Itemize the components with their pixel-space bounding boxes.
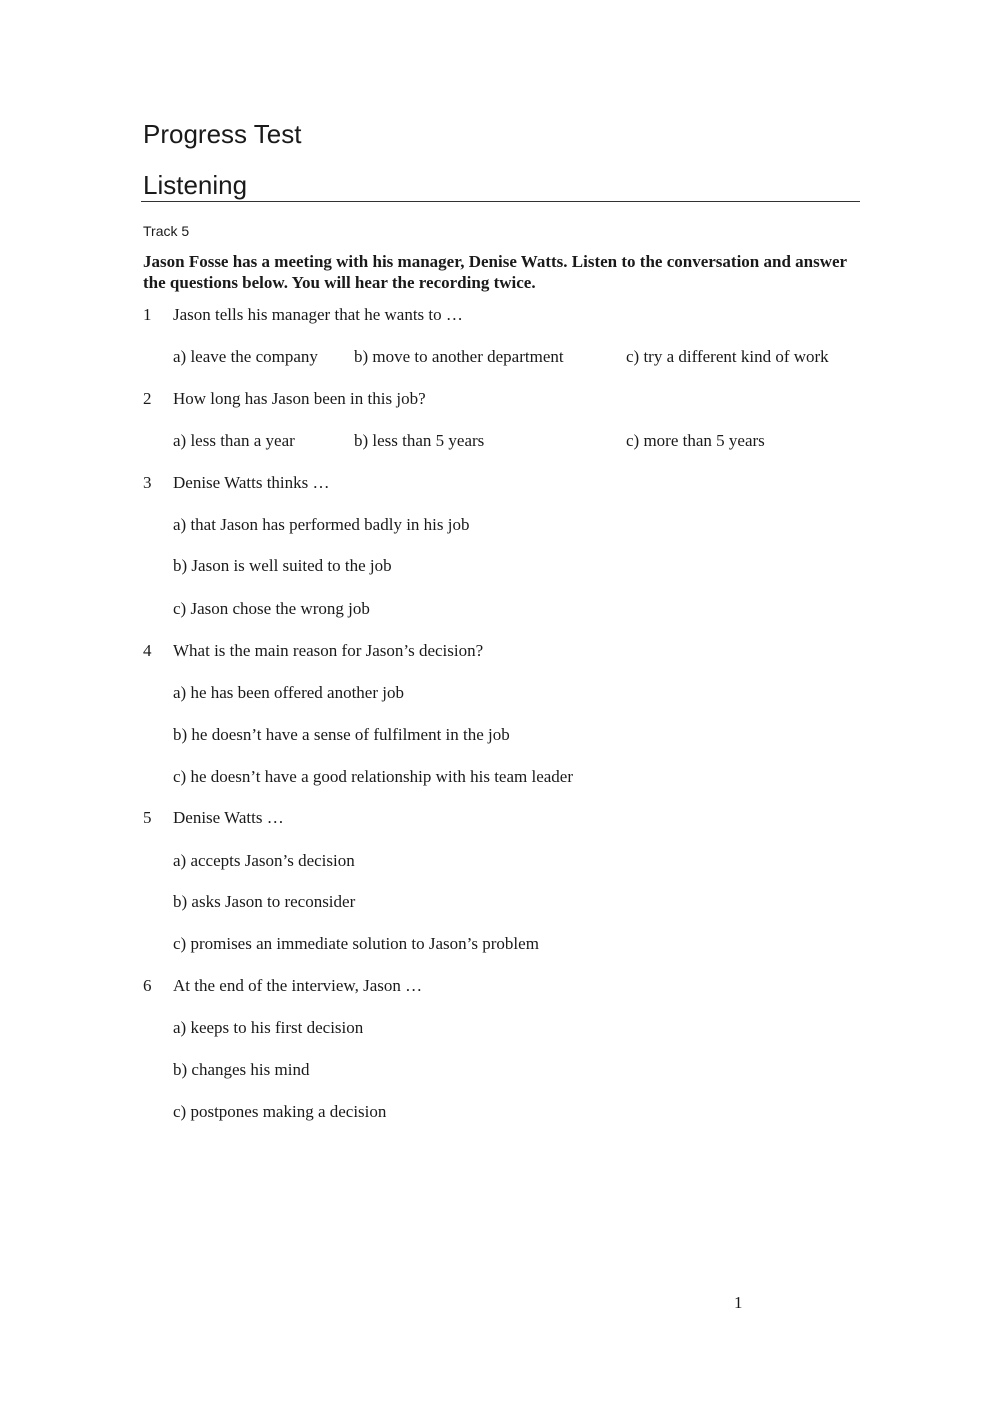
answer-option[interactable]: c) postpones making a decision [173, 1102, 387, 1121]
question-text: Denise Watts … [173, 808, 284, 827]
answer-option[interactable]: a) he has been offered another job [173, 683, 404, 702]
question-text: Denise Watts thinks … [173, 473, 330, 492]
question-number: 4 [143, 641, 152, 660]
answer-option[interactable]: a) that Jason has performed badly in his job [173, 515, 470, 534]
answer-option[interactable]: b) asks Jason to reconsider [173, 892, 356, 911]
page-title: Progress Test [143, 119, 302, 149]
page-number: 1 [734, 1293, 743, 1312]
answer-option[interactable]: b) changes his mind [173, 1060, 310, 1079]
answer-option[interactable]: c) try a different kind of work [626, 347, 829, 366]
question-number: 6 [143, 976, 152, 995]
answer-option[interactable]: b) move to another department [354, 347, 564, 366]
question-number: 1 [143, 305, 152, 324]
question-number: 2 [143, 389, 152, 408]
question-number: 3 [143, 473, 152, 492]
section-title: Listening [143, 170, 248, 200]
answer-option[interactable]: a) leave the company [173, 347, 318, 366]
answer-option[interactable]: c) Jason chose the wrong job [173, 599, 370, 618]
answer-option[interactable]: a) accepts Jason’s decision [173, 851, 355, 870]
answer-option[interactable]: c) more than 5 years [626, 431, 765, 450]
question-text: Jason tells his manager that he wants to … [173, 305, 463, 324]
question-text: How long has Jason been in this job? [173, 389, 426, 408]
answer-option[interactable]: c) he doesn’t have a good relationship with his team leader [173, 767, 574, 786]
track-label: Track 5 [143, 223, 190, 239]
answer-option[interactable]: c) promises an immediate solution to Jason’s problem [173, 934, 539, 953]
answer-option[interactable]: b) Jason is well suited to the job [173, 556, 392, 575]
question-text: At the end of the interview, Jason … [173, 976, 423, 995]
answer-option[interactable]: b) he doesn’t have a sense of fulfilment in the job [173, 725, 510, 744]
question-text: What is the main reason for Jason’s decision? [173, 641, 484, 660]
answer-option[interactable]: a) keeps to his first decision [173, 1018, 364, 1037]
title-divider [141, 201, 860, 202]
answer-option[interactable]: b) less than 5 years [354, 431, 485, 450]
instructions: Jason Fosse has a meeting with his manager, Denise Watts. Listen to the conversation and answer the questions below. You will hear the recording twice. [143, 252, 847, 292]
question-number: 5 [143, 808, 152, 827]
answer-option[interactable]: a) less than a year [173, 431, 295, 450]
